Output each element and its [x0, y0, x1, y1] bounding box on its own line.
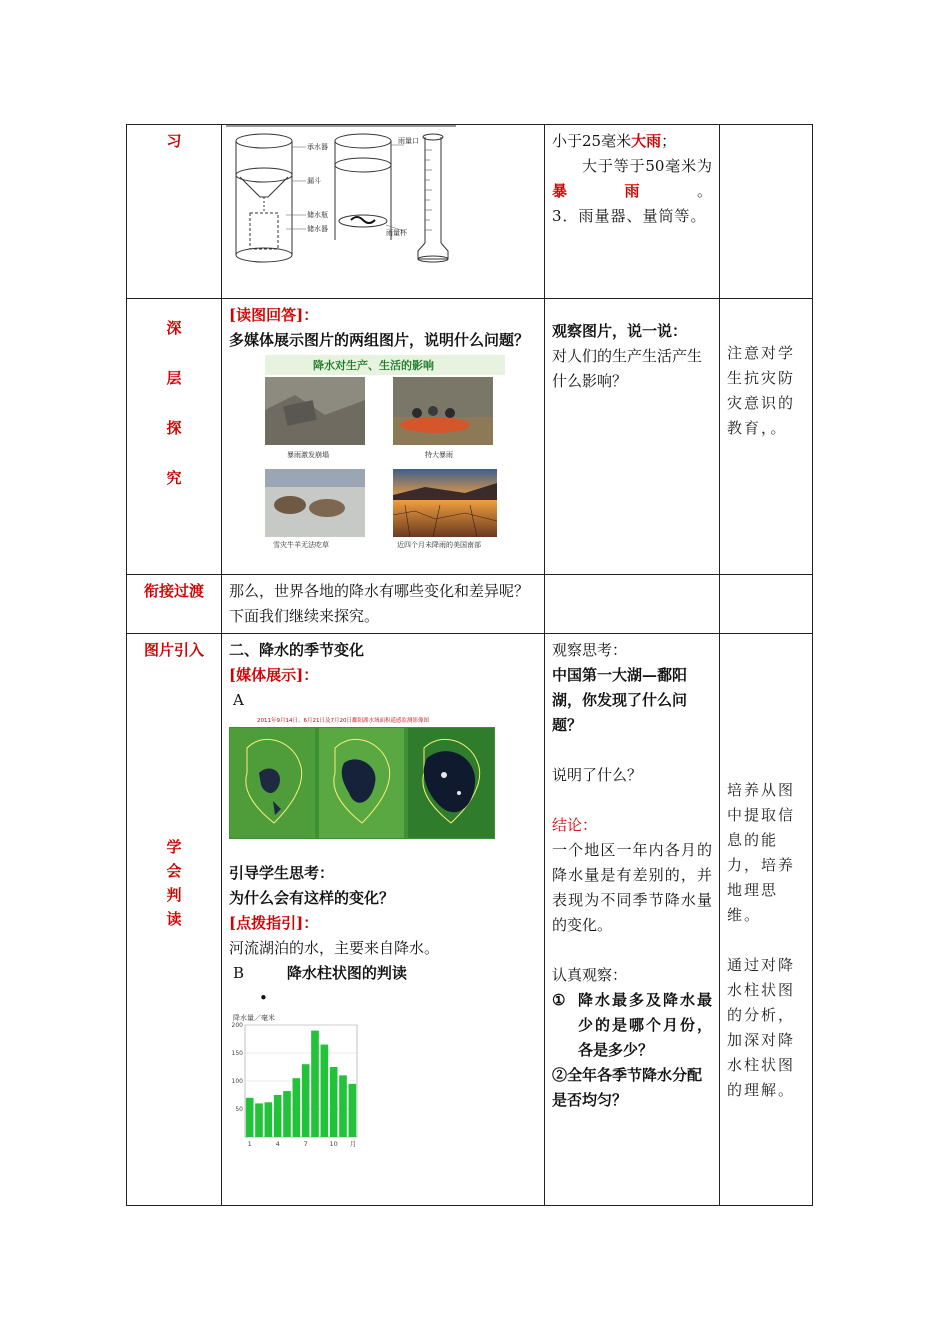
poyang-lake-satellite-images	[229, 713, 495, 839]
question-2: ②全年各季节降水分配是否均匀？	[552, 1066, 703, 1109]
gauge-label-5: 雨量口	[398, 137, 419, 145]
heavy-rain-term: 大雨	[631, 132, 662, 150]
guide-line-1: 引导学生思考：	[229, 864, 335, 882]
chart-bar-month-4	[274, 1095, 282, 1137]
lake-image-caption: 2011年9月14日、6月21日及7月20日鄱阳湖水域面积遥感监测影像图	[257, 718, 429, 724]
caption-landslide: 暴雨激发崩塌	[287, 451, 329, 459]
gauge-label-4: 储水器	[307, 225, 328, 233]
transition-text: 那么，世界各地的降水有哪些变化和差异呢？下面我们继续来探究。	[222, 575, 545, 634]
chart-ylabel: 降水量／毫米	[233, 1014, 275, 1022]
guide-line-2: 为什么会有这样的变化？	[229, 889, 395, 907]
chart-bar-month-12	[349, 1084, 357, 1137]
explain-question: 说明了什么？	[552, 766, 643, 784]
stage-label-reading	[127, 634, 222, 1206]
observe-question: 中国第一大湖—鄱阳湖，你发现了什么问题？	[552, 666, 688, 734]
chart-bar-month-7	[302, 1064, 310, 1137]
conclusion-text: 一个地区一年内各月的降水量是有差别的，并表现为不同季节降水量的变化。	[552, 841, 712, 934]
observe-label: 观察思考：	[552, 641, 628, 659]
chart-bar-month-6	[293, 1078, 301, 1137]
chart-x-tick-label: 4	[275, 1140, 280, 1148]
deep-intent-cell	[720, 299, 813, 575]
deep-question: 多媒体展示图片的两组图片，说明什么问题？	[229, 331, 530, 349]
stage-label-practice: 习	[127, 125, 222, 299]
reading-intent-1: 培养从图中提取信息的能力，培养地理思维。	[727, 781, 796, 924]
chart-x-tick-label: 10	[329, 1140, 338, 1148]
chart-bar-month-11	[339, 1075, 347, 1137]
row-deep-inquiry	[127, 299, 813, 575]
row-transition	[127, 575, 813, 634]
gauge-label-2: 漏斗	[307, 177, 321, 185]
deep-content-cell	[222, 299, 545, 575]
stage-label-image-intro: 图片引入	[143, 641, 204, 659]
reading-content-cell	[222, 634, 545, 1206]
panel-title: 降水对生产、生活的影响	[313, 359, 434, 372]
gauge-label-1: 承水器	[307, 143, 328, 151]
chart-y-tick-label: 100	[231, 1078, 243, 1085]
part-b-label: B	[233, 964, 245, 982]
deep-activity-cell	[545, 299, 720, 575]
practice-item-3: 3．雨量器、量筒等。	[552, 207, 707, 225]
reading-activity-cell	[545, 634, 720, 1206]
activity-title: 观察图片，说一说：	[552, 322, 688, 340]
chart-bar-month-5	[283, 1091, 291, 1137]
chart-bar-month-2	[255, 1103, 263, 1137]
lesson-plan-table	[126, 124, 813, 1206]
gauge-label-3: 储水瓶	[307, 211, 328, 219]
chart-x-tick-label: 7	[303, 1140, 308, 1148]
section-title: 二、降水的季节变化	[229, 641, 365, 659]
rain-gauge-figure-cell	[222, 125, 545, 299]
activity-text: 对人们的生产生活产生什么影响？	[552, 347, 703, 390]
row-reading	[127, 634, 813, 1206]
chart-bar-month-9	[321, 1045, 329, 1137]
rainstorm-term: 暴雨	[552, 182, 697, 200]
part-b-title: 降水柱状图的判读	[286, 964, 407, 982]
hint-text: 河流湖泊的水，主要来自降水。	[229, 939, 440, 957]
part-a-label: A	[233, 691, 244, 709]
stage-label-deep: 深 层 探 究	[127, 299, 222, 575]
chart-bar-month-1	[246, 1098, 254, 1137]
stage-label-learn-read: 学 会 判 读	[166, 838, 182, 928]
question-1: ① 降水最多及降水最少的是哪个月份，各是多少？	[552, 991, 712, 1059]
chart-x-tick-label: 1	[247, 1140, 252, 1148]
chart-y-tick-label: 200	[231, 1022, 243, 1029]
rain-gauge-diagram	[226, 125, 456, 297]
media-label: [媒体展示]：	[229, 666, 319, 684]
chart-y-tick-label: 50	[235, 1106, 243, 1113]
reading-intent-cell	[720, 634, 813, 1206]
read-map-prompt: [读图回答]：	[229, 306, 319, 324]
bullet-point: •	[259, 989, 268, 1007]
caption-snow: 雪灾牛羊无法吃草	[273, 541, 329, 549]
chart-x-tick-label: 月	[349, 1140, 357, 1148]
hint-label: [点拨指引]：	[229, 914, 319, 932]
part-b-heading	[229, 961, 537, 986]
chart-bar-month-8	[311, 1031, 319, 1137]
caption-rainstorm: 特大暴雨	[425, 451, 453, 459]
caption-drought: 近四个月未降雨的美国南部	[397, 541, 481, 549]
gauge-label-6: 雨量杯	[386, 229, 407, 237]
chart-bar-month-3	[265, 1102, 273, 1137]
chart-bar-month-10	[330, 1067, 338, 1137]
precipitation-bar-chart	[229, 1011, 361, 1151]
chart-y-tick-label: 150	[231, 1050, 243, 1057]
deep-intent: 注意对学生抗灾防灾意识的教育，。	[727, 344, 796, 437]
row-practice	[127, 125, 813, 299]
practice-answer-cell: 小于25毫米大雨； 大于等于50毫米为暴雨。 3．雨量器、量筒等。	[545, 125, 720, 299]
precipitation-impact-panel	[265, 355, 505, 549]
careful-label: 认真观察：	[552, 966, 628, 984]
stage-label-transition: 衔接过渡	[127, 575, 222, 634]
conclusion-label: 结论：	[552, 816, 598, 834]
reading-intent-2: 通过对降水柱状图的分析，加深对降水柱状图的理解。	[727, 956, 796, 1099]
